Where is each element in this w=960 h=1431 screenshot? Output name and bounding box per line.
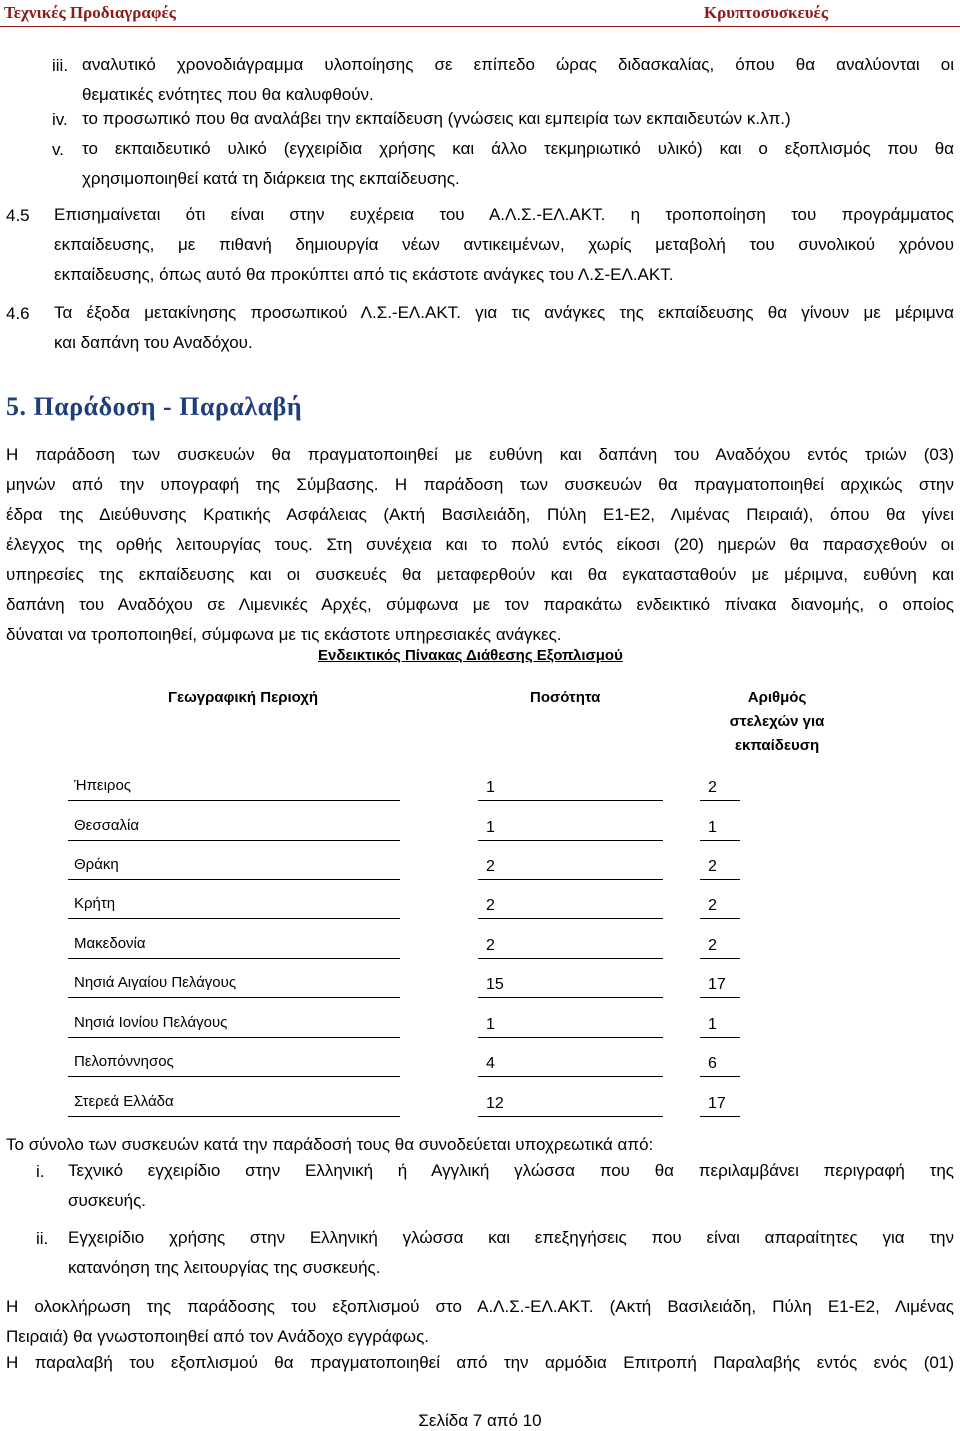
list-item-number: v. <box>52 140 64 159</box>
paragraph-number: 4.6 <box>6 304 30 323</box>
row-underline <box>68 1116 400 1117</box>
paragraph-line: Τα έξοδα μετακίνησης προσωπικού Λ.Σ.-ΕΛ.ΑΚΤ. για τις ανάγκες της εκπαίδευσης θα γίνουν με μέριμνα <box>54 303 954 322</box>
staff-cell: 1 <box>708 1016 717 1033</box>
header-right-title: Κρυπτοσυσκευές <box>703 3 828 22</box>
paragraph-line: Επισημαίνεται ότι είναι στην ευχέρεια του Α.Λ.Σ.-ΕΛ.ΑΚΤ. η τροποποίηση του προγράμματος <box>54 205 954 224</box>
row-underline <box>478 958 663 959</box>
column-header-staff: Αριθμός στελεχών για εκπαίδευση <box>729 689 825 754</box>
row-underline <box>478 1037 663 1038</box>
list-item-line: το εκπαιδευτικό υλικό (εγχειρίδια χρήσης και άλλο τεκμηριωτικό υλικό) και ο εξοπλισμός που θα <box>82 139 954 158</box>
region-cell: Ήπειρος <box>74 777 132 794</box>
row-underline <box>478 997 663 998</box>
paragraph-line: Η ολοκλήρωση της παράδοσης του εξοπλισμού στο Α.Λ.Σ.-ΕΛ.ΑΚΤ. (Ακτή Βασιλειάδη, Πύλη Ε1-Ε2, Λιμένας <box>6 1297 954 1316</box>
row-underline <box>700 1037 740 1038</box>
paragraph-line: Η παραλαβή του εξοπλισμού θα πραγματοποιηθεί από την αρμόδια Επιτροπή Παραλαβής εντός ενός (01) <box>6 1353 954 1372</box>
list-item-line: θεματικές ενότητες που θα καλυφθούν. <box>82 85 374 104</box>
paragraph-line: εκπαίδευσης, όπως αυτό θα προκύπτει από τις εκάστοτε ανάγκες του Λ.Σ-ΕΛ.ΑΚΤ. <box>54 265 674 284</box>
quantity-cell: 12 <box>486 1095 504 1112</box>
list-item-number: i. <box>36 1162 45 1181</box>
row-underline <box>68 1076 400 1077</box>
staff-cell: 1 <box>708 819 717 836</box>
quantity-cell: 1 <box>486 819 495 836</box>
quantity-cell: 2 <box>486 937 495 954</box>
list-item <box>68 1223 954 1283</box>
header-left-title: Τεχνικές Προδιαγραφές <box>4 3 176 22</box>
paragraph-4-6 <box>54 298 954 358</box>
list-item <box>82 50 954 110</box>
row-underline <box>700 1116 740 1117</box>
quantity-cell: 15 <box>486 976 504 993</box>
staff-cell: 2 <box>708 858 717 875</box>
row-underline <box>478 1116 663 1117</box>
paragraph-line: και δαπάνη του Αναδόχου. <box>54 333 253 352</box>
list-item-number: iv. <box>52 110 68 129</box>
row-underline <box>478 840 663 841</box>
row-underline <box>68 958 400 959</box>
row-underline <box>700 958 740 959</box>
region-cell: Νησιά Ιονίου Πελάγους <box>74 1014 228 1031</box>
row-underline <box>68 997 400 998</box>
region-cell: Στερεά Ελλάδα <box>74 1093 174 1110</box>
quantity-cell: 2 <box>486 897 495 914</box>
staff-cell: 17 <box>708 1095 726 1112</box>
row-underline <box>68 879 400 880</box>
list-item-number: iii. <box>52 56 69 75</box>
list-item-line: Εγχειρίδιο χρήσης στην Ελληνική γλώσσα και επεξηγήσεις που είναι απαραίτητες για την <box>68 1228 954 1247</box>
list-item-line: Τεχνικό εγχειρίδιο στην Ελληνική ή Αγγλική γλώσσα που θα περιλαμβάνει περιγραφή της <box>68 1161 954 1180</box>
column-header-quantity: Ποσότητα <box>530 689 601 706</box>
list-item-line: κατανόηση της λειτουργίας της συσκευής. <box>68 1258 381 1277</box>
list-item <box>82 104 954 134</box>
paragraph-number: 4.5 <box>6 206 30 225</box>
row-underline <box>478 800 663 801</box>
list-item-line: αναλυτικό χρονοδιάγραμμα υλοποίησης σε επίπεδο ώρας διδασκαλίας, όπου θα αναλύονται οι <box>82 55 954 74</box>
row-underline <box>700 840 740 841</box>
row-underline <box>700 1076 740 1077</box>
row-underline <box>700 879 740 880</box>
list-item <box>68 1156 954 1216</box>
row-underline <box>68 918 400 919</box>
list-item-number: ii. <box>36 1229 49 1248</box>
row-underline <box>700 800 740 801</box>
list-item-line: χρησιμοποιηθεί κατά τη διάρκεια της εκπαίδευσης. <box>82 169 460 188</box>
row-underline <box>68 840 400 841</box>
paragraph-line: μηνών από την υπογραφή της Σύμβασης. Η παράδοση των συσκευών θα πραγματοποιηθεί αρχικώς στην <box>6 475 954 494</box>
row-underline <box>68 1037 400 1038</box>
region-cell: Νησιά Αιγαίου Πελάγους <box>74 974 237 991</box>
region-cell: Θεσσαλία <box>74 817 140 834</box>
paragraph-line: δαπάνη του Αναδόχου σε Λιμενικές Αρχές, σύμφωνα με τον παρακάτω ενδεικτικό πίνακα διανομής, ο οποίος <box>6 595 954 614</box>
staff-cell: 17 <box>708 976 726 993</box>
staff-cell: 2 <box>708 937 717 954</box>
quantity-cell: 1 <box>486 1016 495 1033</box>
staff-cell: 6 <box>708 1055 717 1072</box>
header-divider <box>0 26 960 27</box>
paragraph-line: δύναται να τροποποιηθεί, σύμφωνα με τις εκάστοτε υπηρεσιακές ανάγκες. <box>6 625 562 644</box>
paragraph-line: Η παράδοση των συσκευών θα πραγματοποιηθεί με ευθύνη και δαπάνη του Αναδόχου εντός τριών (03) <box>6 445 954 464</box>
table-title: Ενδεικτικός Πίνακας Διάθεσης Εξοπλισμού <box>318 647 623 664</box>
paragraph-4-5 <box>54 200 954 290</box>
completion-paragraph <box>6 1292 954 1352</box>
row-underline <box>700 918 740 919</box>
section-5-body <box>6 440 954 650</box>
column-header-region: Γεωγραφική Περιοχή <box>168 689 319 706</box>
quantity-cell: 1 <box>486 779 495 796</box>
paragraph-line: Πειραιά) θα γνωστοποιηθεί από τον Ανάδοχο εγγράφως. <box>6 1327 429 1346</box>
section-title: 5. Παράδοση - Παραλαβή <box>6 392 303 421</box>
page-number: Σελίδα 7 από 10 <box>418 1411 542 1430</box>
row-underline <box>68 800 400 801</box>
list-item-line: το προσωπικό που θα αναλάβει την εκπαίδευση (γνώσεις και εμπειρία των εκπαιδευτών κ.λπ.) <box>82 109 791 128</box>
staff-cell: 2 <box>708 897 717 914</box>
staff-cell: 2 <box>708 779 717 796</box>
row-underline <box>478 918 663 919</box>
quantity-cell: 4 <box>486 1055 495 1072</box>
paragraph-line: υπηρεσίες της εκπαίδευσης και οι συσκευές θα μεταφερθούν και θα εγκατασταθούν με μέριμνα, ευθύνη και <box>6 565 954 584</box>
requirements-intro: Το σύνολο των συσκευών κατά την παράδοσή τους θα συνοδεύεται υποχρεωτικά από: <box>6 1135 654 1154</box>
row-underline <box>700 997 740 998</box>
row-underline <box>478 879 663 880</box>
region-cell: Θράκη <box>74 856 119 873</box>
list-item-line: συσκευής. <box>68 1191 147 1210</box>
page-header <box>0 0 960 30</box>
list-item <box>82 134 954 194</box>
quantity-cell: 2 <box>486 858 495 875</box>
receipt-paragraph <box>6 1348 954 1378</box>
paragraph-line: εκπαίδευσης, με πιθανή δημιουργία νέων αντικειμένων, χωρίς μεταβολή του συνολικού χρόνου <box>54 235 954 254</box>
row-underline <box>478 1076 663 1077</box>
region-cell: Κρήτη <box>74 895 116 912</box>
paragraph-line: έδρα της Διεύθυνσης Κρατικής Ασφάλειας (Ακτή Βασιλειάδη, Πύλη Ε1-Ε2, Λιμένας Πειραιά), όπου θα γίνει <box>6 505 954 524</box>
paragraph-line: έλεγχος της ορθής λειτουργίας τους. Στη συνέχεια και το πολύ εντός είκοσι (20) ημερών θα παρασχεθούν οι <box>6 535 954 554</box>
region-cell: Μακεδονία <box>74 935 146 952</box>
region-cell: Πελοπόννησος <box>74 1053 174 1070</box>
